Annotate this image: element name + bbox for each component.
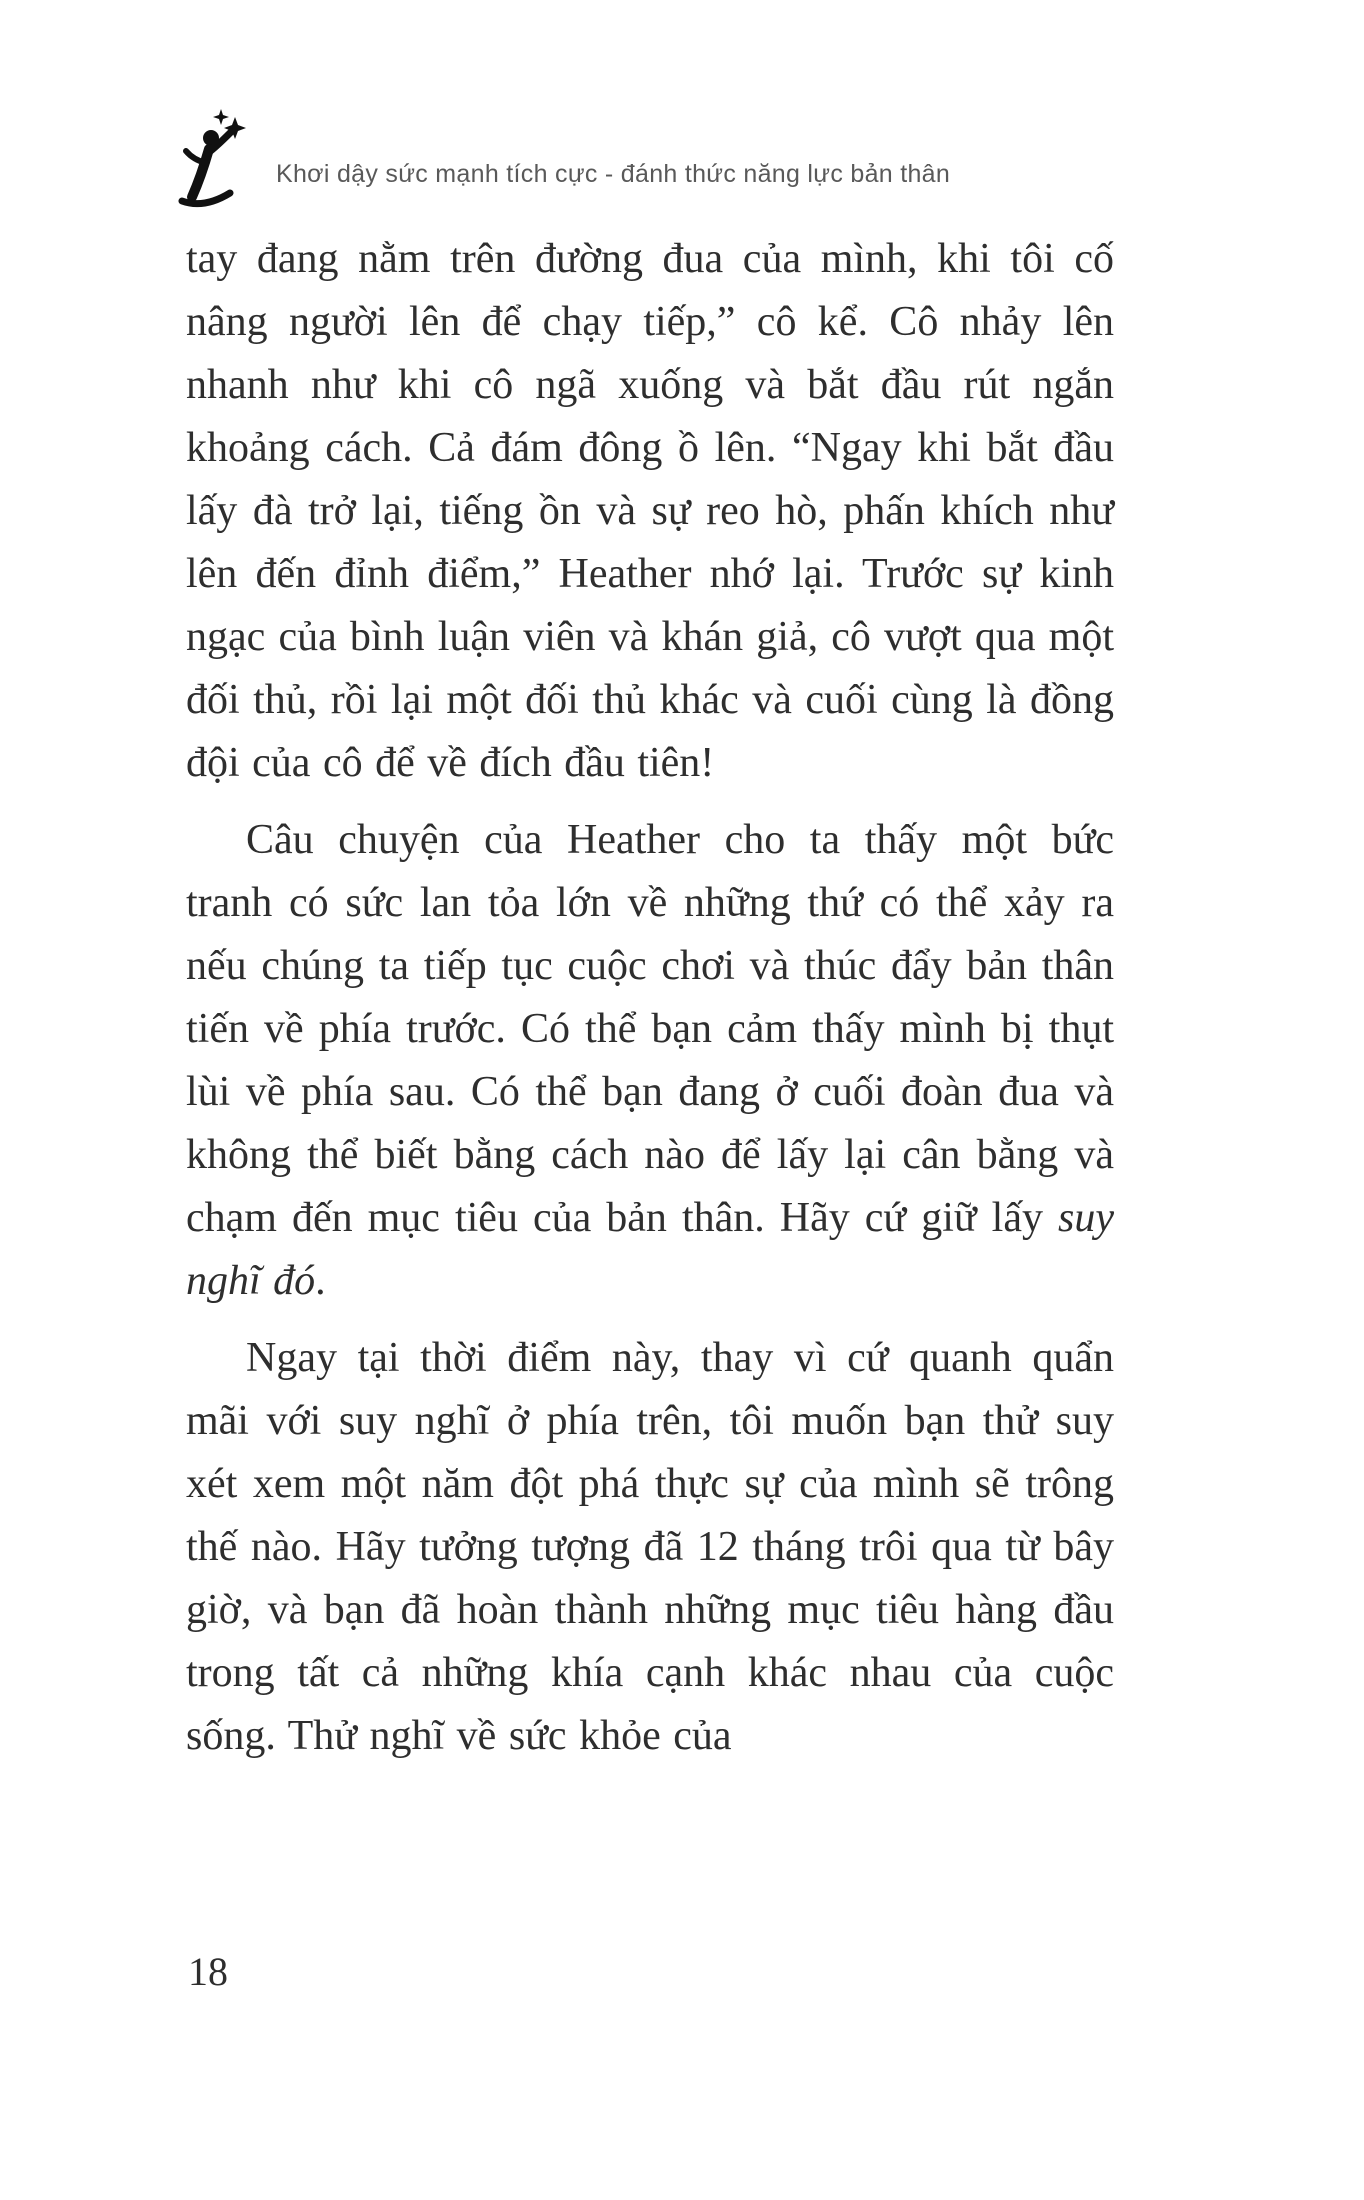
paragraph-text: Câu chuyện của Heather cho ta thấy một bức tranh có sức lan tỏa lớn về những thứ có thể xảy ra nếu chúng ta tiếp tục cuộc chơi và thúc đẩy bản thân tiến về phía trước. Có thể bạn cảm thấy mình bị thụt lùi về phía sau. Có thể bạn đang ở cuối đoàn đua và không thể biết bằng cách nào để lấy lại cân bằng và chạm đến mục tiêu của bản thân. Hãy cứ giữ lấy <box>186 817 1114 1241</box>
paragraph <box>186 228 1114 795</box>
running-head-title: Khơi dậy sức mạnh tích cực - đánh thức năng lực bản thân <box>276 159 951 188</box>
paragraph-text: . <box>315 1258 326 1304</box>
paragraph <box>186 1327 1114 1768</box>
page-header <box>178 105 1214 209</box>
paragraph-text: tay đang nằm trên đường đua của mình, khi tôi cố nâng người lên để chạy tiếp,” cô kể. Cô nhảy lên nhanh như khi cô ngã xuống và bắt đầu rút ngắn khoảng cách. Cả đám đông ồ lên. “Ngay khi bắt đầu lấy đà trở lại, tiếng ồn và sự reo hò, phấn khích như lên đến đỉnh điểm,” Heather nhớ lại. Trước sự kinh ngạc của bình luận viên và khán giả, cô vượt qua một đối thủ, rồi lại một đối thủ khác và cuối cùng là đồng đội của cô để về đích đầu tiên! <box>186 236 1114 786</box>
body-text-block <box>186 228 1114 1782</box>
page-number: 18 <box>188 1949 228 1994</box>
paragraph-italic-text: suy nghĩ đó <box>186 1195 1114 1304</box>
paragraph <box>186 809 1114 1313</box>
publisher-logo-icon <box>178 105 252 209</box>
paragraph-text: Ngay tại thời điểm này, thay vì cứ quanh quẩn mãi với suy nghĩ ở phía trên, tôi muốn bạn thử suy xét xem một năm đột phá thực sự của mình sẽ trông thế nào. Hãy tưởng tượng đã 12 tháng trôi qua từ bây giờ, và bạn đã hoàn thành những mục tiêu hàng đầu trong tất cả những khía cạnh khác nhau của cuộc sống. Thử nghĩ về sức khỏe của <box>186 1335 1114 1759</box>
